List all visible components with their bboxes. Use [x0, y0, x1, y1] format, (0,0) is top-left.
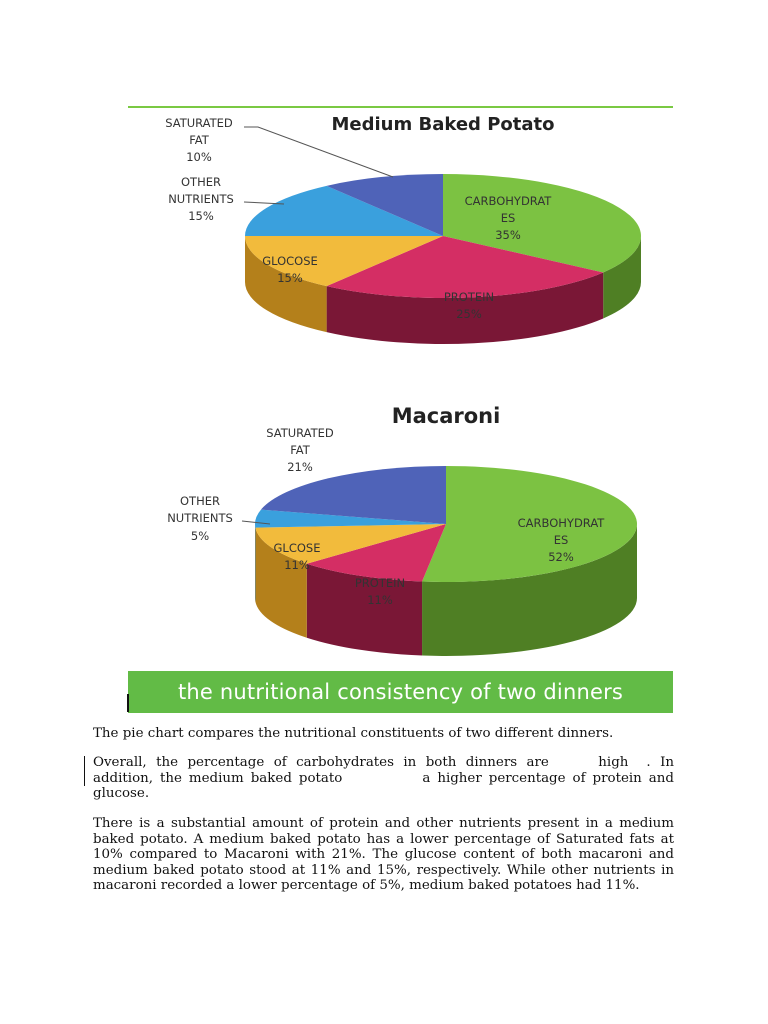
slice-value-label: 11%: [284, 558, 310, 572]
svg-text:FAT: FAT: [189, 133, 209, 147]
svg-text:10%: 10%: [186, 150, 212, 164]
svg-text:OTHER: OTHER: [180, 494, 220, 508]
svg-text:15%: 15%: [188, 209, 214, 223]
svg-text:SATURATED: SATURATED: [165, 116, 233, 130]
label-saturated-fat: [266, 426, 334, 474]
paragraph-overview: Overall, the percentage of carbohydrates in both dinners are high . In addition, the medium baked potato a higher percentage of protein and glucose.: [93, 755, 674, 802]
text-cursor-2: [84, 756, 85, 786]
pie-chart-medium-baked-potato: [165, 114, 641, 344]
slice-name-label: PROTEIN: [354, 576, 406, 590]
svg-text:21%: 21%: [287, 460, 313, 474]
slice-name-label: ES: [500, 211, 516, 225]
text-cursor: [127, 694, 129, 712]
svg-text:FAT: FAT: [290, 443, 310, 457]
svg-text:SATURATED: SATURATED: [266, 426, 334, 440]
label-other-nutrients: [167, 494, 270, 543]
paragraph-details: There is a substantial amount of protein and other nutrients present in a medium baked potato. A medium baked potato has a lower percentage of Saturated fats at 10% compared to Macaroni with 21%. The glucose content of both macaroni and medium baked potato stood at 11% and 15%, respectively. While other nutrients in macaroni recorded a lower percentage of 5%, medium baked potatoes had 11%.: [93, 816, 674, 894]
slice-name-label: GLCOSE: [273, 541, 321, 555]
slice-value-label: 35%: [495, 228, 521, 242]
pie-chart-macaroni: [167, 404, 637, 656]
slice-name-label: GLOCOSE: [262, 254, 318, 268]
svg-text:NUTRIENTS: NUTRIENTS: [167, 511, 233, 525]
slice-name-label: ES: [553, 533, 569, 547]
slice-name-label: CARBOHYDRAT: [517, 516, 605, 530]
slice-value-label: 15%: [277, 271, 303, 285]
slice-name-label: PROTEIN: [443, 290, 495, 304]
slice-value-label: 11%: [367, 593, 393, 607]
paragraph-intro: The pie chart compares the nutritional constituents of two different dinners.: [93, 726, 614, 741]
slice-value-label: 52%: [548, 550, 574, 564]
svg-text:5%: 5%: [190, 529, 210, 543]
slice-value-label: 25%: [456, 307, 482, 321]
svg-text:NUTRIENTS: NUTRIENTS: [168, 192, 234, 206]
chart-title: Medium Baked Potato: [331, 114, 555, 135]
chart-banner: the nutritional consistency of two dinners: [128, 671, 673, 713]
chart-title: Macaroni: [391, 404, 501, 428]
svg-text:OTHER: OTHER: [181, 175, 221, 189]
slice-name-label: CARBOHYDRAT: [464, 194, 552, 208]
